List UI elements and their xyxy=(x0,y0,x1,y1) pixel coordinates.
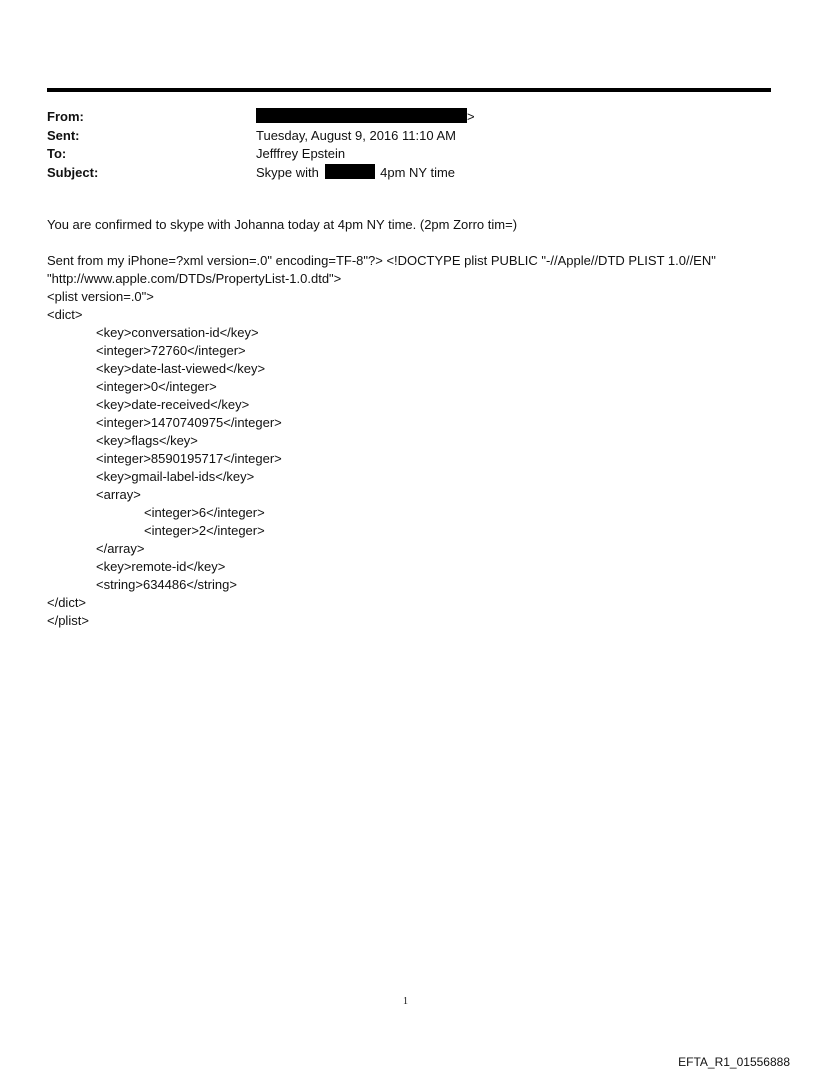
body-line: <key>date-last-viewed</key> xyxy=(96,361,266,376)
body-line: <key>flags</key> xyxy=(96,433,198,448)
body-line: <key>date-received</key> xyxy=(96,397,250,412)
subject-prefix: Skype with xyxy=(256,164,319,180)
body-line: <key>gmail-label-ids</key> xyxy=(96,469,255,484)
body-line: </plist> xyxy=(47,613,89,628)
confirmation-line: You are confirmed to skype with Johanna today at 4pm NY time. (2pm Zorro tim=) xyxy=(47,217,518,232)
body-line: <dict> xyxy=(47,307,83,322)
body-line: <integer>6</integer> xyxy=(144,505,265,520)
sent-label: Sent: xyxy=(47,127,80,143)
from-value xyxy=(256,108,475,127)
redaction-block xyxy=(256,108,467,123)
body-line: <integer>8590195717</integer> xyxy=(96,451,282,466)
body-line: Sent from my iPhone=?xml version=.0" encoding=TF-8"?> <!DOCTYPE plist PUBLIC "-//Apple//DTD PLIST 1.0//EN" xyxy=(47,253,716,268)
email-body xyxy=(47,216,716,630)
page-number: 1 xyxy=(403,996,408,1007)
from-suffix: > xyxy=(467,109,475,124)
header-rule xyxy=(47,88,771,92)
body-line: </dict> xyxy=(47,595,87,610)
body-line: <string>634486</string> xyxy=(96,577,237,592)
redaction-block xyxy=(325,164,375,179)
body-line: <array> xyxy=(96,487,141,502)
body-line: <integer>72760</integer> xyxy=(96,343,246,358)
to-label: To: xyxy=(47,146,67,161)
body-line: <key>conversation-id</key> xyxy=(96,325,259,340)
body-line: "http://www.apple.com/DTDs/PropertyList-1.0.dtd"> xyxy=(47,271,342,286)
from-label: From: xyxy=(47,109,84,124)
sent-value: Tuesday, August 9, 2016 11:10 AM xyxy=(256,127,456,143)
body-line: <integer>1470740975</integer> xyxy=(96,415,282,430)
body-line: <plist version=.0"> xyxy=(47,289,154,304)
subject-label: Subject: xyxy=(47,164,99,180)
subject-suffix: 4pm NY time xyxy=(380,164,456,180)
body-line: <key>remote-id</key> xyxy=(96,559,226,574)
body-line: <integer>2</integer> xyxy=(144,523,265,538)
body-line: <integer>0</integer> xyxy=(96,379,217,394)
bates-number: EFTA_R1_01556888 xyxy=(678,1055,790,1069)
body-line: </array> xyxy=(96,541,145,556)
to-value: Jefffrey Epstein xyxy=(256,146,346,161)
subject-value xyxy=(256,164,455,183)
